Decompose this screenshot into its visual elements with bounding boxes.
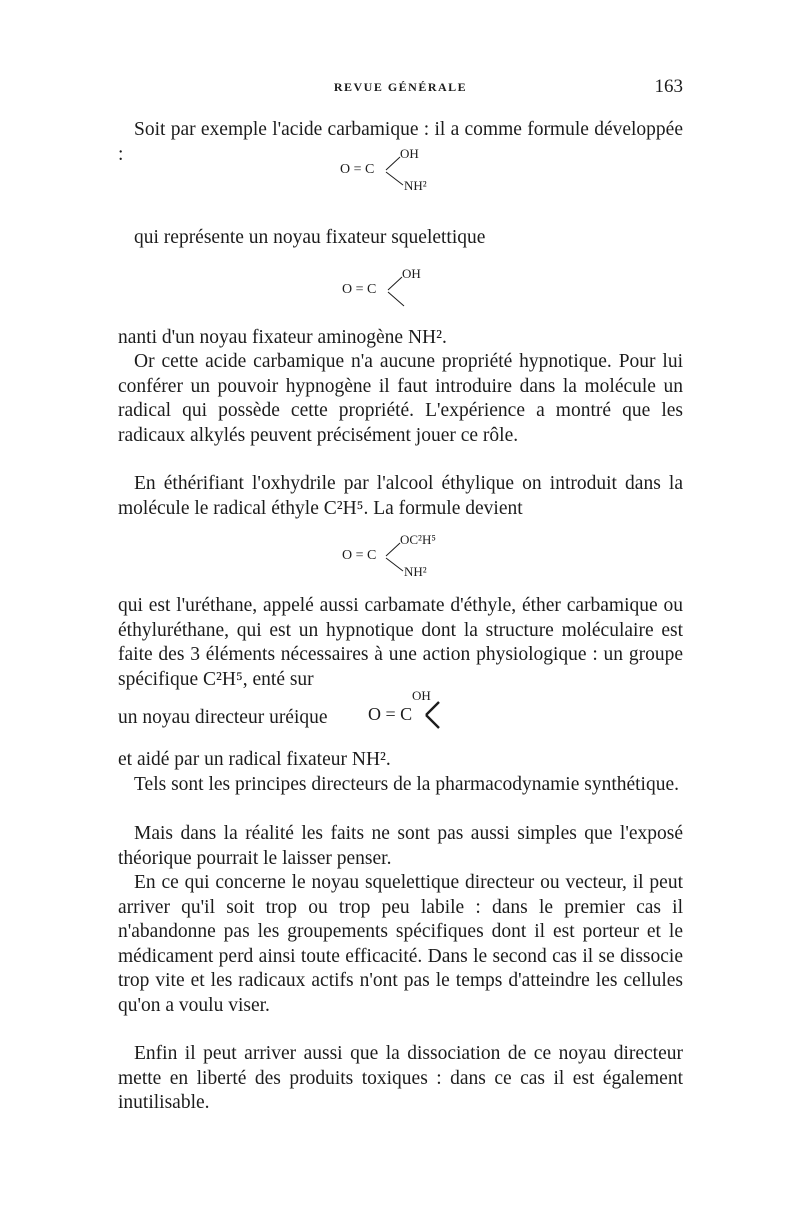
- paragraph: nanti d'un noyau fixateur aminogène NH².: [118, 327, 447, 348]
- paragraph-fixateur: [118, 748, 683, 773]
- paragraph-labile: [118, 871, 683, 1018]
- formula-bonds: [342, 528, 542, 588]
- paragraph-toxic: [118, 1042, 683, 1116]
- formula-bonds: [340, 142, 540, 202]
- paragraph-etherification: [118, 472, 683, 521]
- formula-skeleton: [342, 262, 542, 322]
- paragraph-reality: [118, 822, 683, 871]
- formula-bottom-group: NH²: [404, 564, 427, 579]
- paragraph-hypnotic: [118, 350, 683, 448]
- paragraph: Soit par exemple l'acide carbamique : il a comme formule développée :: [118, 119, 683, 165]
- formula-lhs: O = C: [368, 704, 413, 724]
- formula-bonds: [342, 262, 542, 322]
- paragraph: Mais dans la réalité les faits ne sont pas aussi simples que l'exposé théorique pourrait le laisser penser.: [118, 823, 683, 869]
- formula-lhs: O = C: [342, 548, 377, 563]
- paragraph-urethane: [118, 594, 683, 692]
- formula-top-group: OH: [412, 688, 431, 703]
- formula-lhs: O = C: [342, 282, 377, 297]
- paragraph: et aidé par un radical fixateur NH².: [118, 749, 391, 770]
- paragraph: un noyau directeur uréique: [118, 707, 328, 728]
- paragraph: En ce qui concerne le noyau squelettique directeur ou vecteur, il peut arriver qu'il soit trop ou trop peu labile : dans le premier cas il n'abandonne pas les groupements spécifiques dont il est porteur et le médicament perd ainsi toute efficacité. Dans le second cas il se dissocie trop vite et les radicaux actifs n'ont pas le temps d'atteindre les cellules qu'on a voulu viser.: [118, 872, 683, 1016]
- paragraph: Enfin il peut arriver aussi que la dissociation de ce noyau directeur mette en liberté des produits toxiques : dans ce cas il est également inutilisable.: [118, 1043, 683, 1113]
- formula-top-group: OH: [402, 266, 421, 281]
- formula-top-group: OC²H⁵: [400, 532, 436, 547]
- formula-bonds: [368, 688, 458, 732]
- formula-bottom-group: NH²: [404, 178, 427, 193]
- paragraph: Tels sont les principes directeurs de la pharmacodynamie synthétique.: [134, 774, 680, 795]
- paragraph-principles: [118, 773, 683, 798]
- formula-carbamic-acid: [340, 142, 540, 202]
- formula-urethane: [342, 528, 542, 588]
- page-header: [118, 76, 683, 98]
- paragraph-skeleton: [118, 226, 683, 251]
- formula-lhs: O = C: [340, 162, 375, 177]
- running-title: REVUE GÉNÉRALE: [333, 80, 468, 94]
- paragraph: Or cette acide carbamique n'a aucune propriété hypnotique. Pour lui conférer un pouvoir hypnogène il faut introduire dans la molécule un radical qui possède cette propriété. L'expérience a montré que les radicaux alkylés peuvent précisément jouer ce rôle.: [118, 351, 683, 446]
- paragraph: qui est l'uréthane, appelé aussi carbamate d'éthyle, éther carbamique ou éthyluréthane, qui est un hypnotique dont la structure moléculaire est faite des 3 éléments nécessaires à une action physiologique : un groupe spécifique C²H⁵, enté sur: [118, 595, 683, 690]
- formula-ureic-core: [368, 688, 458, 732]
- paragraph-aminogen: [118, 326, 683, 351]
- page-number: 163: [654, 76, 683, 97]
- paragraph: qui représente un noyau fixateur squelettique: [134, 227, 486, 248]
- paragraph: En éthérifiant l'oxhydrile par l'alcool éthylique on introduit dans la molécule le radical éthyle C²H⁵. La formule devient: [118, 473, 683, 519]
- formula-top-group: OH: [400, 146, 419, 161]
